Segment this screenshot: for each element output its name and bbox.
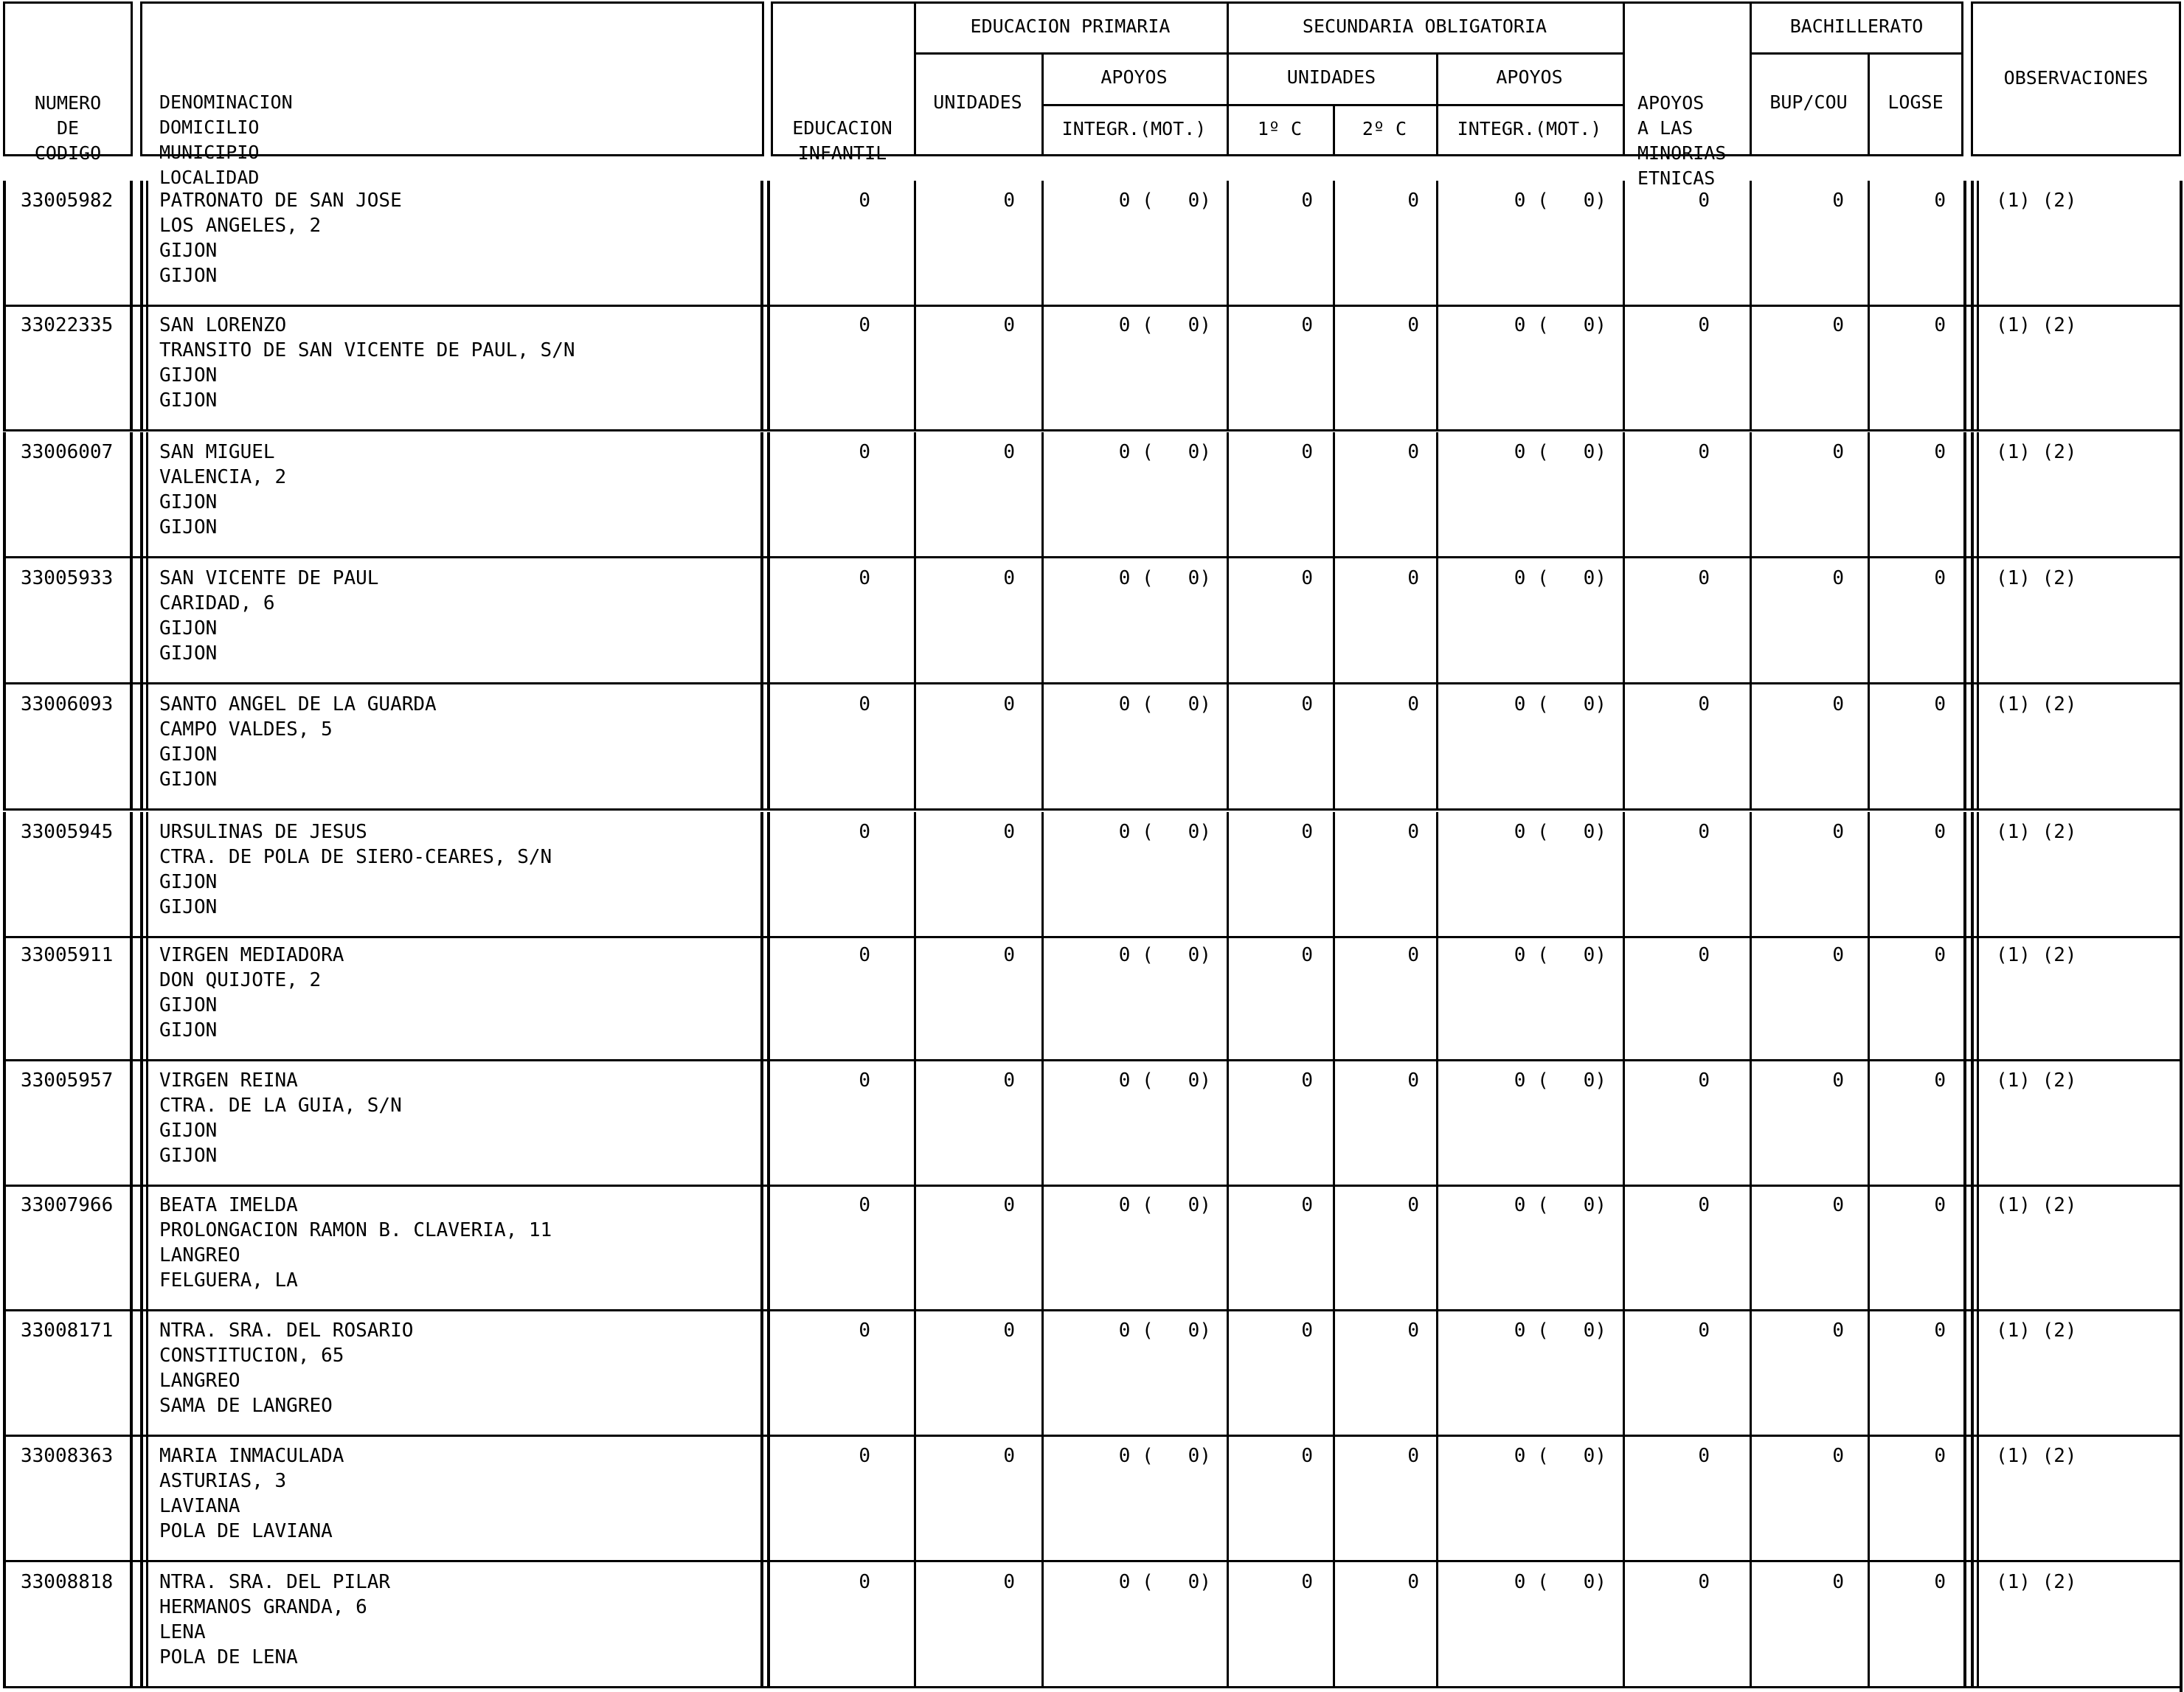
primaria-apoyos-value: 0 ( 0): [1118, 944, 1211, 966]
secundaria-apoyos-value: 0 ( 0): [1514, 190, 1606, 212]
center-code: 33006007: [21, 441, 114, 463]
minorias-value: 0: [1698, 567, 1710, 589]
center-code: 33022335: [21, 314, 114, 336]
minorias-value: 0: [1698, 1445, 1710, 1467]
secundaria-1c-value: 0: [1301, 1194, 1313, 1216]
primaria-unidades-value: 0: [1003, 314, 1015, 336]
primaria-apoyos-value: 0 ( 0): [1118, 1194, 1211, 1216]
minorias-value: 0: [1698, 944, 1710, 966]
secundaria-apoyos-value: 0 ( 0): [1514, 1069, 1606, 1092]
center-name: NTRA. SRA. DEL ROSARIO: [159, 1320, 414, 1342]
bup-value: 0: [1832, 1320, 1844, 1342]
primaria-apoyos-value: 0 ( 0): [1118, 190, 1211, 212]
center-name: SAN LORENZO: [159, 314, 287, 336]
secundaria-apoyos-value: 0 ( 0): [1514, 441, 1606, 463]
observaciones-value: (1) (2): [1996, 821, 2077, 843]
header-primaria-apoyos: APOYOS: [1100, 66, 1168, 88]
secundaria-1c-value: 0: [1301, 944, 1313, 966]
center-municipio: GIJON: [159, 994, 218, 1016]
center-municipio: GIJON: [159, 364, 218, 386]
table-row: [0, 812, 2184, 938]
logse-value: 0: [1934, 1571, 1946, 1593]
center-address: VALENCIA, 2: [159, 466, 287, 488]
center-municipio: LANGREO: [159, 1244, 240, 1266]
secundaria-2c-value: 0: [1407, 1069, 1419, 1092]
center-code: 33005982: [21, 190, 114, 212]
center-localidad: GIJON: [159, 896, 218, 918]
observaciones-value: (1) (2): [1996, 944, 2077, 966]
observaciones-value: (1) (2): [1996, 441, 2077, 463]
secundaria-2c-value: 0: [1407, 1571, 1419, 1593]
primaria-unidades-value: 0: [1003, 821, 1015, 843]
center-address: ASTURIAS, 3: [159, 1470, 287, 1492]
logse-value: 0: [1934, 1320, 1946, 1342]
center-name: NTRA. SRA. DEL PILAR: [159, 1571, 391, 1593]
secundaria-1c-value: 0: [1301, 1320, 1313, 1342]
header-secundaria-integr: INTEGR.(MOT.): [1457, 118, 1602, 139]
center-name: VIRGEN MEDIADORA: [159, 944, 344, 966]
infantil-value: 0: [859, 1194, 870, 1216]
table-row: [0, 1436, 2184, 1562]
table-row: [0, 935, 2184, 1061]
header-infantil-label: EDUCACION INFANTIL: [792, 117, 892, 164]
bup-value: 0: [1832, 567, 1844, 589]
center-address: HERMANOS GRANDA, 6: [159, 1596, 367, 1618]
center-code: 33008818: [21, 1571, 114, 1593]
primaria-unidades-value: 0: [1003, 1320, 1015, 1342]
center-municipio: GIJON: [159, 491, 218, 513]
center-municipio: LAVIANA: [159, 1495, 240, 1517]
center-address: CONSTITUCION, 65: [159, 1345, 344, 1367]
secundaria-2c-value: 0: [1407, 693, 1419, 715]
center-localidad: SAMA DE LANGREO: [159, 1395, 333, 1417]
primaria-unidades-value: 0: [1003, 693, 1015, 715]
logse-value: 0: [1934, 693, 1946, 715]
center-localidad: POLA DE LENA: [159, 1646, 298, 1668]
observaciones-value: (1) (2): [1996, 1445, 2077, 1467]
primaria-apoyos-value: 0 ( 0): [1118, 1571, 1211, 1593]
infantil-value: 0: [859, 190, 870, 212]
table-row: [0, 1185, 2184, 1311]
infantil-value: 0: [859, 1571, 870, 1593]
table-row: [0, 1061, 2184, 1187]
header-minorias-label: APOYOS A LAS MINORIAS ETNICAS: [1637, 92, 1727, 189]
secundaria-apoyos-value: 0 ( 0): [1514, 1320, 1606, 1342]
minorias-value: 0: [1698, 1571, 1710, 1593]
table-right-border: [2180, 181, 2183, 1692]
observaciones-value: (1) (2): [1996, 314, 2077, 336]
header-primaria-label: EDUCACION PRIMARIA: [970, 15, 1171, 37]
secundaria-2c-value: 0: [1407, 441, 1419, 463]
center-localidad: POLA DE LAVIANA: [159, 1520, 333, 1542]
center-address: PROLONGACION RAMON B. CLAVERIA, 11: [159, 1219, 552, 1241]
header-bachillerato-label: BACHILLERATO: [1789, 15, 1924, 37]
secundaria-2c-value: 0: [1407, 1445, 1419, 1467]
secundaria-apoyos-value: 0 ( 0): [1514, 1194, 1606, 1216]
center-address: CTRA. DE LA GUIA, S/N: [159, 1095, 402, 1117]
logse-value: 0: [1934, 314, 1946, 336]
center-name: URSULINAS DE JESUS: [159, 821, 367, 843]
header-primaria-unidades: UNIDADES: [933, 91, 1022, 113]
secundaria-1c-value: 0: [1301, 1069, 1313, 1092]
primaria-apoyos-value: 0 ( 0): [1118, 1445, 1211, 1467]
primaria-unidades-value: 0: [1003, 1194, 1015, 1216]
center-address: CAMPO VALDES, 5: [159, 718, 333, 741]
secundaria-apoyos-value: 0 ( 0): [1514, 944, 1606, 966]
observaciones-value: (1) (2): [1996, 1571, 2077, 1593]
secundaria-2c-value: 0: [1407, 821, 1419, 843]
table-row: [0, 432, 2184, 558]
secundaria-apoyos-value: 0 ( 0): [1514, 693, 1606, 715]
center-name: SAN VICENTE DE PAUL: [159, 567, 379, 589]
center-code: 33008363: [21, 1445, 114, 1467]
table-row: [0, 558, 2184, 684]
header-numero-label: NUMERO DE CODIGO: [34, 92, 102, 164]
infantil-value: 0: [859, 1069, 870, 1092]
header-denominacion-label: DENOMINACION DOMICILIO MUNICIPIO LOCALIDAD: [159, 91, 293, 188]
bup-value: 0: [1832, 1445, 1844, 1467]
center-name: SANTO ANGEL DE LA GUARDA: [159, 693, 437, 715]
table-row: [0, 305, 2184, 431]
infantil-value: 0: [859, 441, 870, 463]
logse-value: 0: [1934, 441, 1946, 463]
table-row: [0, 181, 2184, 307]
center-municipio: GIJON: [159, 617, 218, 639]
secundaria-2c-value: 0: [1407, 1194, 1419, 1216]
minorias-value: 0: [1698, 190, 1710, 212]
minorias-value: 0: [1698, 821, 1710, 843]
center-localidad: GIJON: [159, 769, 218, 791]
center-municipio: GIJON: [159, 240, 218, 262]
bup-value: 0: [1832, 944, 1844, 966]
center-localidad: FELGUERA, LA: [159, 1269, 298, 1291]
center-municipio: GIJON: [159, 871, 218, 893]
primaria-unidades-value: 0: [1003, 944, 1015, 966]
primaria-unidades-value: 0: [1003, 567, 1015, 589]
table-row: [0, 684, 2184, 811]
center-code: 33005945: [21, 821, 114, 843]
center-localidad: GIJON: [159, 265, 218, 287]
center-code: 33005957: [21, 1069, 114, 1092]
header-secundaria-apoyos: APOYOS: [1496, 66, 1563, 88]
infantil-value: 0: [859, 821, 870, 843]
primaria-apoyos-value: 0 ( 0): [1118, 314, 1211, 336]
center-address: CARIDAD, 6: [159, 592, 275, 614]
primaria-apoyos-value: 0 ( 0): [1118, 693, 1211, 715]
bup-value: 0: [1832, 1069, 1844, 1092]
logse-value: 0: [1934, 1194, 1946, 1216]
logse-value: 0: [1934, 1069, 1946, 1092]
center-name: BEATA IMELDA: [159, 1194, 298, 1216]
observaciones-value: (1) (2): [1996, 190, 2077, 212]
center-name: PATRONATO DE SAN JOSE: [159, 190, 402, 212]
infantil-value: 0: [859, 693, 870, 715]
center-municipio: LENA: [159, 1621, 206, 1643]
center-code: 33008171: [21, 1320, 114, 1342]
minorias-value: 0: [1698, 314, 1710, 336]
center-localidad: GIJON: [159, 642, 218, 665]
center-address: TRANSITO DE SAN VICENTE DE PAUL, S/N: [159, 339, 575, 361]
secundaria-2c-value: 0: [1407, 314, 1419, 336]
minorias-value: 0: [1698, 1069, 1710, 1092]
infantil-value: 0: [859, 944, 870, 966]
header-secundaria-label: SECUNDARIA OBLIGATORIA: [1302, 15, 1547, 37]
bup-value: 0: [1832, 693, 1844, 715]
minorias-value: 0: [1698, 1194, 1710, 1216]
bup-value: 0: [1832, 1194, 1844, 1216]
center-address: CTRA. DE POLA DE SIERO-CEARES, S/N: [159, 846, 552, 868]
logse-value: 0: [1934, 821, 1946, 843]
center-name: MARIA INMACULADA: [159, 1445, 344, 1467]
minorias-value: 0: [1698, 1320, 1710, 1342]
primaria-apoyos-value: 0 ( 0): [1118, 821, 1211, 843]
minorias-value: 0: [1698, 441, 1710, 463]
header-secundaria-2c: 2º C: [1362, 118, 1407, 139]
bup-value: 0: [1832, 821, 1844, 843]
center-address: DON QUIJOTE, 2: [159, 969, 322, 991]
center-name: SAN MIGUEL: [159, 441, 275, 463]
primaria-unidades-value: 0: [1003, 190, 1015, 212]
center-name: VIRGEN REINA: [159, 1069, 298, 1092]
primaria-apoyos-value: 0 ( 0): [1118, 567, 1211, 589]
secundaria-1c-value: 0: [1301, 190, 1313, 212]
secundaria-2c-value: 0: [1407, 944, 1419, 966]
bup-value: 0: [1832, 441, 1844, 463]
primaria-unidades-value: 0: [1003, 1571, 1015, 1593]
secundaria-1c-value: 0: [1301, 1445, 1313, 1467]
logse-value: 0: [1934, 944, 1946, 966]
header-observaciones-label: OBSERVACIONES: [2003, 67, 2149, 89]
center-municipio: GIJON: [159, 1120, 218, 1142]
secundaria-1c-value: 0: [1301, 441, 1313, 463]
center-code: 33005911: [21, 944, 114, 966]
header-bup-label: BUP/COU: [1769, 91, 1848, 113]
secundaria-apoyos-value: 0 ( 0): [1514, 567, 1606, 589]
logse-value: 0: [1934, 190, 1946, 212]
center-code: 33006093: [21, 693, 114, 715]
center-municipio: LANGREO: [159, 1370, 240, 1392]
secundaria-1c-value: 0: [1301, 567, 1313, 589]
header-primaria-integr: INTEGR.(MOT.): [1061, 118, 1207, 139]
secundaria-2c-value: 0: [1407, 190, 1419, 212]
primaria-apoyos-value: 0 ( 0): [1118, 1069, 1211, 1092]
primaria-unidades-value: 0: [1003, 1069, 1015, 1092]
bup-value: 0: [1832, 190, 1844, 212]
center-localidad: GIJON: [159, 1145, 218, 1167]
center-municipio: GIJON: [159, 743, 218, 766]
observaciones-value: (1) (2): [1996, 1194, 2077, 1216]
minorias-value: 0: [1698, 693, 1710, 715]
primaria-apoyos-value: 0 ( 0): [1118, 1320, 1211, 1342]
observaciones-value: (1) (2): [1996, 567, 2077, 589]
secundaria-apoyos-value: 0 ( 0): [1514, 1571, 1606, 1593]
header-logse-label: LOGSE: [1887, 91, 1944, 113]
secundaria-apoyos-value: 0 ( 0): [1514, 1445, 1606, 1467]
secundaria-2c-value: 0: [1407, 1320, 1419, 1342]
infantil-value: 0: [859, 314, 870, 336]
logse-value: 0: [1934, 567, 1946, 589]
secundaria-2c-value: 0: [1407, 567, 1419, 589]
bup-value: 0: [1832, 1571, 1844, 1593]
center-code: 33007966: [21, 1194, 114, 1216]
primaria-apoyos-value: 0 ( 0): [1118, 441, 1211, 463]
primaria-unidades-value: 0: [1003, 1445, 1015, 1467]
secundaria-apoyos-value: 0 ( 0): [1514, 821, 1606, 843]
secundaria-1c-value: 0: [1301, 314, 1313, 336]
primaria-unidades-value: 0: [1003, 441, 1015, 463]
bup-value: 0: [1832, 314, 1844, 336]
center-code: 33005933: [21, 567, 114, 589]
observaciones-value: (1) (2): [1996, 1320, 2077, 1342]
center-localidad: GIJON: [159, 516, 218, 538]
observaciones-value: (1) (2): [1996, 1069, 2077, 1092]
secundaria-1c-value: 0: [1301, 821, 1313, 843]
center-localidad: GIJON: [159, 1019, 218, 1041]
infantil-value: 0: [859, 567, 870, 589]
secundaria-1c-value: 0: [1301, 693, 1313, 715]
header-secundaria-1c: 1º C: [1257, 118, 1303, 139]
secundaria-1c-value: 0: [1301, 1571, 1313, 1593]
logse-value: 0: [1934, 1445, 1946, 1467]
infantil-value: 0: [859, 1445, 870, 1467]
infantil-value: 0: [859, 1320, 870, 1342]
secundaria-apoyos-value: 0 ( 0): [1514, 314, 1606, 336]
observaciones-value: (1) (2): [1996, 693, 2077, 715]
center-address: LOS ANGELES, 2: [159, 215, 322, 237]
table-row: [0, 1562, 2184, 1688]
table-row: [0, 1311, 2184, 1437]
header-secundaria-unidades: UNIDADES: [1286, 66, 1376, 88]
center-localidad: GIJON: [159, 389, 218, 412]
